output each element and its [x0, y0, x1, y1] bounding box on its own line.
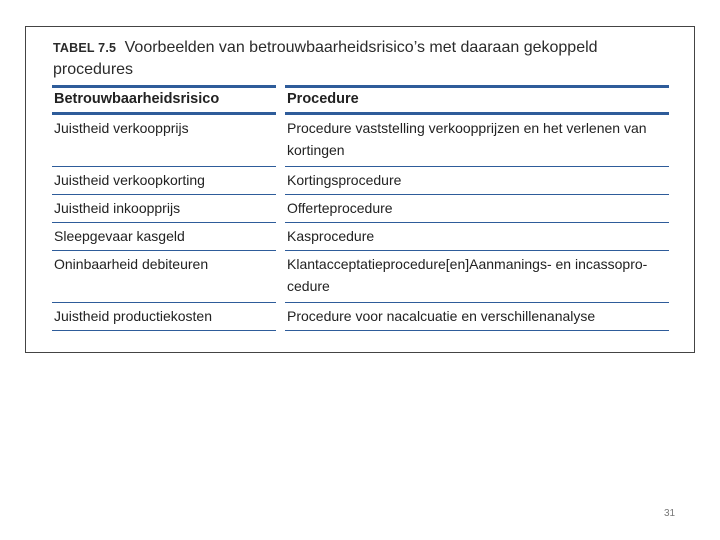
- procedure-cell: [285, 223, 669, 251]
- procedure-line: Procedure vaststelling verkoopprijzen en het verlenen van: [287, 120, 647, 136]
- risk-cell: [52, 303, 276, 331]
- risk-cell: [52, 115, 276, 167]
- procedure-line: Procedure voor nacalcuatie en verschillenanalyse: [287, 308, 596, 324]
- procedure-cell: [285, 303, 669, 331]
- procedure-cell: [285, 167, 669, 195]
- risk-cell: [52, 251, 276, 303]
- procedure-cell: [285, 251, 669, 303]
- risk-text: Oninbaarheid debiteuren: [54, 256, 209, 272]
- header-procedure: Procedure: [285, 85, 669, 115]
- table-title: Voorbeelden van betrouwbaarheidsrisico’s met daaraan gekoppeld procedures: [53, 39, 598, 78]
- procedure-line: Offerteprocedure: [287, 200, 393, 216]
- table-frame: [25, 26, 695, 353]
- table-caption: [53, 37, 653, 80]
- risk-text: Juistheid verkoopprijs: [54, 120, 189, 136]
- risk-column: [52, 85, 276, 331]
- procedure-line: Kortingsprocedure: [287, 172, 402, 188]
- risk-text: Juistheid verkoopkorting: [54, 172, 205, 188]
- procedure-line: cedure: [287, 278, 330, 294]
- risk-text: Sleepgevaar kasgeld: [54, 228, 185, 244]
- risk-cell: [52, 223, 276, 251]
- procedure-cell: [285, 115, 669, 167]
- risk-text: Juistheid productiekosten: [54, 308, 212, 324]
- procedure-cell: [285, 195, 669, 223]
- risk-cell: [52, 167, 276, 195]
- procedure-line: kortingen: [287, 142, 345, 158]
- procedure-line: Klantacceptatieprocedure[en]Aanmanings- en incassopro-: [287, 256, 648, 272]
- procedure-line: Kasprocedure: [287, 228, 375, 244]
- table-number: TABEL 7.5: [53, 41, 117, 55]
- risk-text: Juistheid inkoopprijs: [54, 200, 181, 216]
- page-number: 31: [664, 508, 676, 519]
- procedure-column: [285, 85, 669, 331]
- header-risk: Betrouwbaarheidsrisico: [52, 85, 276, 115]
- risk-cell: [52, 195, 276, 223]
